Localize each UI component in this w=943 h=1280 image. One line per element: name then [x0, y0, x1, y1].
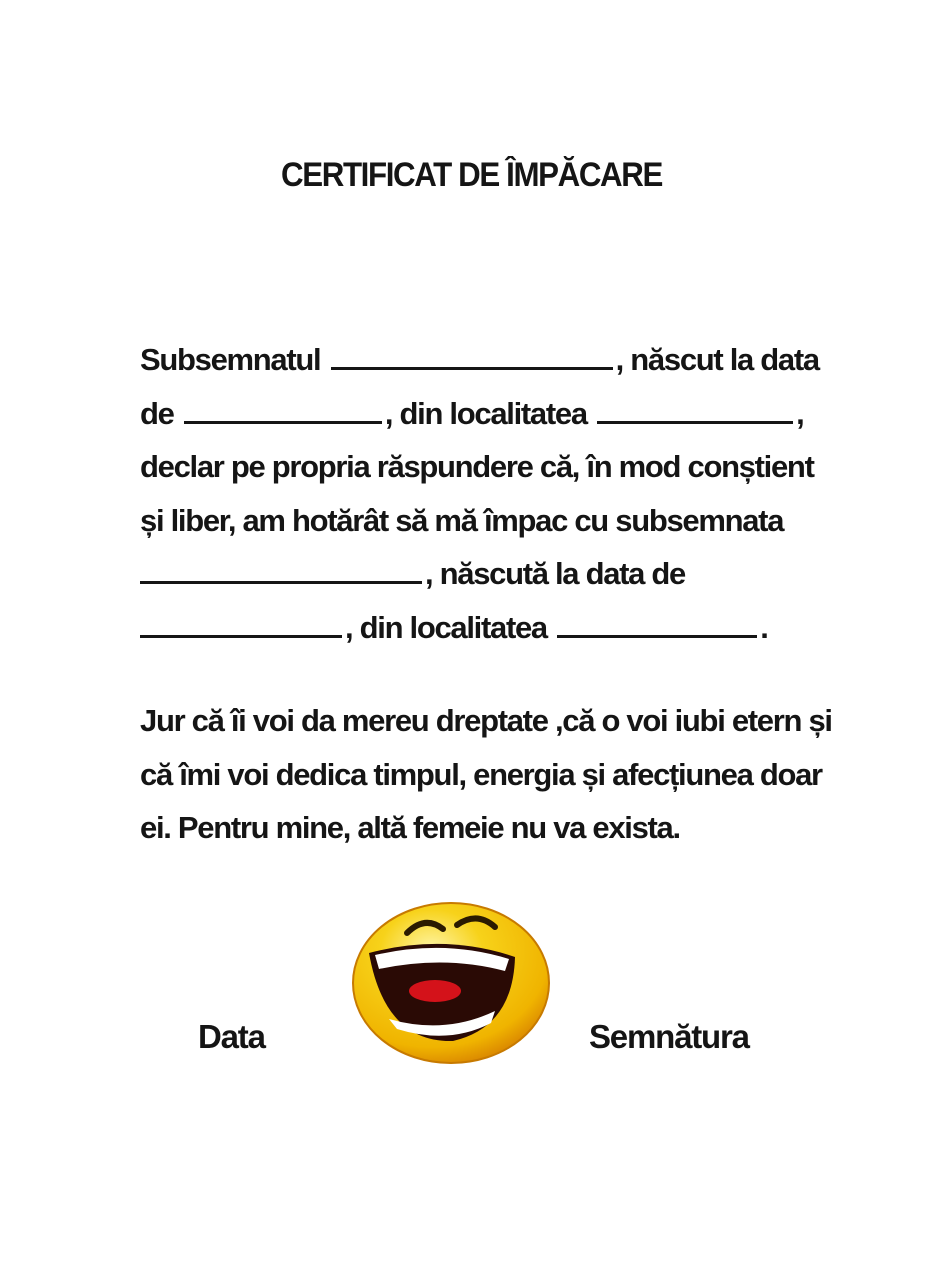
oath-paragraph — [140, 694, 830, 855]
oath-line-1: Jur că îi voi da mereu dreptate ,că o voi iubi etern și — [140, 703, 832, 738]
text-segment: . — [760, 609, 768, 645]
text-segment: , născut la data — [615, 342, 819, 377]
partner-name-blank-field[interactable] — [140, 557, 422, 584]
declaration-paragraph — [140, 333, 830, 654]
declaration-line-4: și liber, am hotărât să mă împac cu subsemnata — [140, 502, 784, 538]
text-segment: , născută la data de — [425, 556, 685, 591]
declaration-line-2 — [140, 387, 830, 441]
certificate-title: CERTIFICAT DE ÎMPĂCARE — [281, 156, 662, 194]
text-segment: , — [796, 395, 804, 431]
signature-label: Semnătura — [589, 1018, 749, 1055]
laughing-face-icon — [345, 895, 555, 1075]
birthdate-blank-field[interactable] — [184, 397, 382, 424]
partner-locality-blank-field[interactable] — [557, 611, 757, 638]
oath-line-2: că îmi voi dedica timpul, energia și afecțiunea doar — [140, 756, 822, 792]
declaration-line-5 — [140, 547, 830, 601]
declaration-line-3: declar pe propria răspundere că, în mod conștient — [140, 449, 814, 484]
partner-birthdate-blank-field[interactable] — [140, 611, 342, 638]
locality-blank-field[interactable] — [597, 397, 793, 424]
declaration-line-1 — [140, 333, 830, 387]
text-segment: , din localitatea — [345, 609, 547, 645]
text-segment: , din localitatea — [384, 395, 587, 431]
oath-line-3: ei. Pentru mine, altă femeie nu va exista. — [140, 810, 680, 845]
declaration-line-6 — [140, 601, 830, 655]
date-label: Data — [198, 1018, 265, 1055]
text-segment: Subsemnatul — [140, 342, 321, 377]
text-segment: de — [140, 395, 174, 431]
name-blank-field[interactable] — [331, 343, 613, 370]
